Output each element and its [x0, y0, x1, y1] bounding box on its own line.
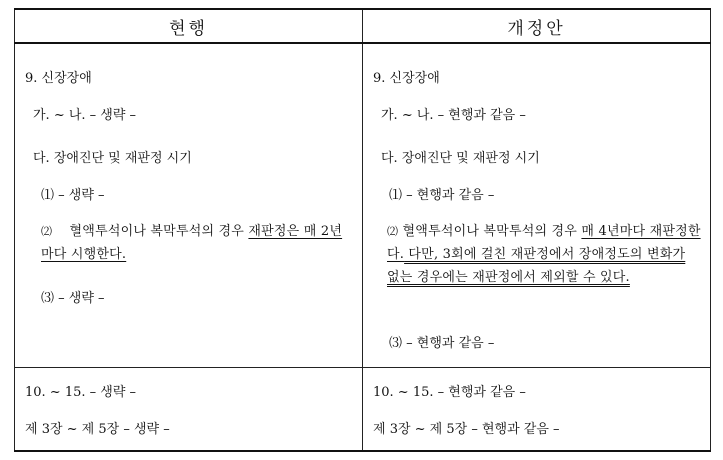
comparison-table: [14, 8, 711, 452]
items-10-15: 10. ~ 15. – 생략 –: [25, 385, 137, 400]
item-da: 다. 장애진단 및 재판정 시기: [33, 151, 192, 166]
item-d2: [387, 220, 701, 289]
chapters-3-5: 제 3장 ~ 제 5장 – 현행과 같음 –: [373, 422, 560, 437]
item-da: 다. 장애진단 및 재판정 시기: [381, 151, 540, 166]
section-9-row: [15, 43, 711, 368]
item-d1: ⑴ – 생략 –: [41, 188, 105, 203]
item-9-title: 9. 신장장애: [373, 71, 440, 86]
section-10-row: [15, 368, 711, 452]
item-ga-na: 가. ~ 나. – 생략 –: [33, 108, 137, 123]
item-ga-na: 가. ~ 나. – 현행과 같음 –: [381, 108, 526, 123]
item-d2-number: ⑵: [41, 225, 53, 238]
item-d2-number: ⑵: [387, 225, 399, 238]
chapters-3-5: 제 3장 ~ 제 5장 – 생략 –: [25, 422, 170, 437]
header-current: 현행: [15, 9, 363, 43]
item-d1: ⑴ – 현행과 같음 –: [389, 188, 495, 203]
item-d3: ⑶ – 현행과 같음 –: [389, 336, 495, 351]
header-proposed: 개정안: [363, 9, 711, 43]
header-row: [15, 9, 711, 43]
items-10-15: 10. ~ 15. – 현행과 같음 –: [373, 385, 526, 400]
item-d3: ⑶ – 생략 –: [41, 291, 105, 306]
item-d2-amended-text: 재판정은 매 2년마다 시행한다.: [41, 224, 343, 262]
current-section-9: [15, 43, 363, 368]
item-d2-lead: 혈액투석이나 복막투석의 경우: [402, 224, 582, 239]
item-d2-lead: 혈액투석이나 복막투석의 경우: [69, 224, 249, 239]
item-9-title: 9. 신장장애: [25, 71, 92, 86]
item-d2-new-proviso: 다만, 3회에 걸친 재판정에서 장애정도의 변화가 없는 경우에는 재판정에서 제외할 수 있다.: [387, 247, 686, 285]
proposed-section-9: [363, 43, 711, 368]
item-d2: [41, 220, 351, 266]
proposed-section-10: [363, 368, 711, 452]
item-d2-amended-text: 매 4년마다 재판정한다.: [387, 224, 701, 262]
current-section-10: [15, 368, 363, 452]
